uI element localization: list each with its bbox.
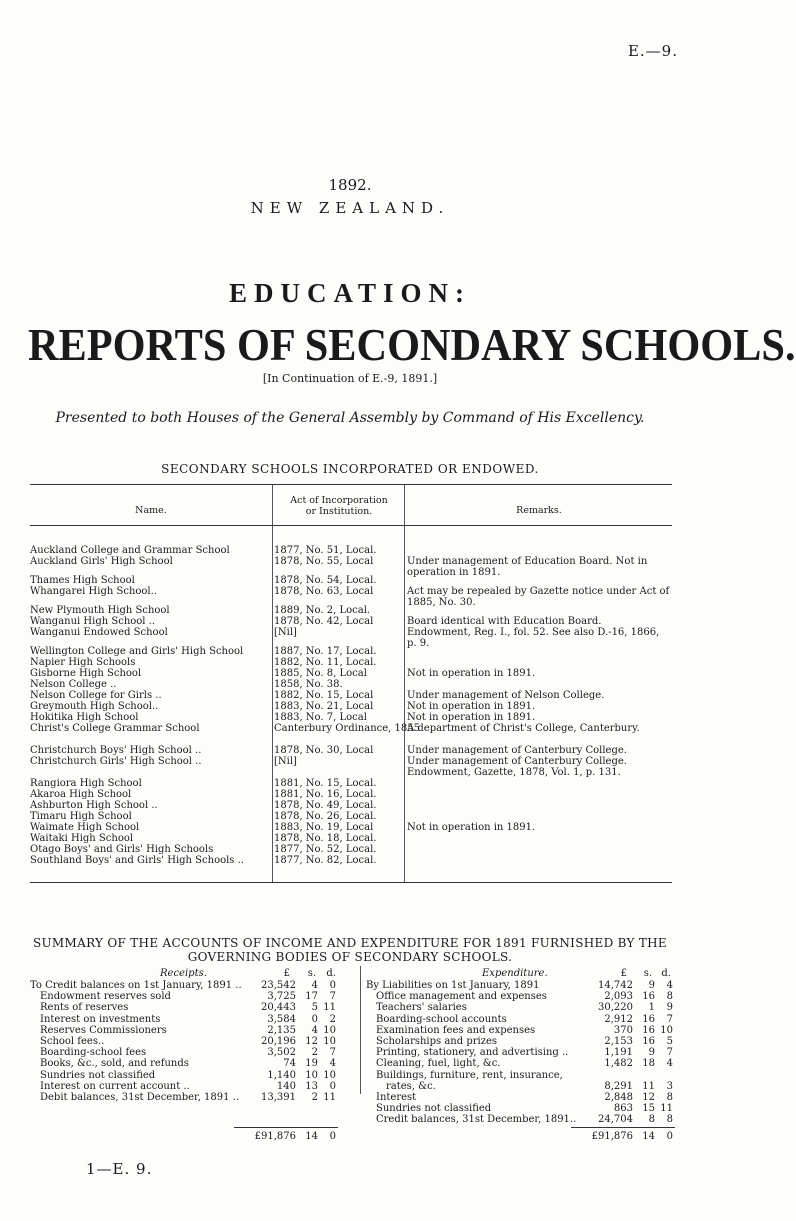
expenditure-label: rates, &c. bbox=[386, 1080, 436, 1092]
expenditure-amount-l: 30,220 bbox=[598, 1002, 633, 1014]
receipt-amount-l: 1,140 bbox=[267, 1069, 296, 1081]
school-name: Wanganui High School .. bbox=[30, 616, 156, 627]
act-of-incorporation: 1883, No. 19, Local bbox=[274, 822, 374, 833]
receipt-amount-d: 10 bbox=[323, 1036, 336, 1047]
expenditure-amount-l: 2,093 bbox=[604, 991, 633, 1003]
school-name: Auckland Girls' High School bbox=[30, 556, 173, 567]
expenditure-amount-l: 2,848 bbox=[604, 1092, 633, 1103]
schools-table bbox=[30, 484, 672, 883]
expenditure-pound-header: £ bbox=[620, 968, 627, 979]
expenditure-amount-d: 8 bbox=[666, 991, 673, 1003]
act-of-incorporation: Canterbury Ordinance, 1855 bbox=[274, 723, 420, 734]
school-remarks: A department of Christ's College, Canterbury. bbox=[407, 723, 640, 734]
school-remarks: Not in operation in 1891. bbox=[407, 701, 536, 712]
receipts-total-rule bbox=[234, 1127, 338, 1128]
expenditure-amount-d: 9 bbox=[666, 1002, 673, 1014]
receipt-label: Interest on current account .. bbox=[40, 1080, 190, 1092]
school-name: Wanganui Endowed School bbox=[30, 627, 168, 638]
expenditure-label: Teachers' salaries bbox=[376, 1002, 467, 1014]
receipt-amount-l: 2,135 bbox=[267, 1024, 296, 1036]
school-remarks: Endowment, Reg. I., fol. 52. See also D.-16, 1866, p. 9. bbox=[407, 627, 660, 649]
expenditure-amount-s: 15 bbox=[642, 1103, 655, 1115]
expenditure-amount-s: 11 bbox=[642, 1080, 655, 1092]
receipt-amount-d: 4 bbox=[329, 1058, 336, 1070]
receipt-amount-d: 11 bbox=[323, 1002, 336, 1014]
expenditure-label: Sundries not classified bbox=[376, 1103, 492, 1115]
expenditure-amount-d: 7 bbox=[666, 1047, 673, 1059]
expenditure-label: Office management and expenses bbox=[376, 991, 547, 1003]
school-name: Otago Boys' and Girls' High Schools bbox=[30, 844, 214, 855]
act-of-incorporation: 1877, No. 51, Local. bbox=[274, 545, 377, 556]
expenditure-label: Credit balances, 31st December, 1891.. bbox=[376, 1114, 577, 1126]
school-name: Greymouth High School.. bbox=[30, 701, 159, 712]
act-of-incorporation: 1878, No. 54, Local. bbox=[274, 575, 377, 586]
act-of-incorporation: 1882, No. 15, Local bbox=[274, 690, 374, 701]
school-name: Nelson College .. bbox=[30, 679, 117, 690]
expenditure-amount-d: 8 bbox=[666, 1092, 673, 1103]
expenditure-amount-l: 1,482 bbox=[604, 1058, 633, 1070]
expenditure-label: Interest bbox=[376, 1092, 417, 1103]
school-remarks: Under management of Canterbury College. bbox=[407, 745, 627, 756]
receipt-amount-d: 7 bbox=[329, 1047, 336, 1059]
expenditure-amount-d: 4 bbox=[666, 1058, 673, 1070]
receipt-amount-l: 140 bbox=[276, 1080, 296, 1092]
school-name: Thames High School bbox=[30, 575, 135, 586]
act-of-incorporation: 1858, No. 38. bbox=[274, 679, 343, 690]
receipt-amount-l: 3,725 bbox=[267, 991, 296, 1003]
receipts-total-l: £91,876 bbox=[254, 1131, 296, 1142]
column-separator bbox=[404, 485, 405, 882]
continuation-note: [In Continuation of E.-9, 1891.] bbox=[262, 372, 438, 385]
school-name: Southland Boys' and Girls' High Schools .. bbox=[30, 855, 244, 866]
receipt-amount-s: 13 bbox=[305, 1080, 318, 1092]
act-of-incorporation: 1878, No. 26, Local. bbox=[274, 811, 377, 822]
department-heading: EDUCATION: bbox=[228, 278, 471, 308]
summary-heading: SUMMARY OF THE ACCOUNTS OF INCOME AND EXPENDITURE FOR 1891 FURNISHED BY THE GOVERNING BODIES OF SECONDARY SCHOOLS. bbox=[33, 936, 667, 964]
receipt-label: Debit balances, 31st December, 1891 .. bbox=[40, 1092, 240, 1103]
school-name: Christchurch Girls' High School .. bbox=[30, 756, 202, 767]
expenditure-amount-s: 8 bbox=[648, 1114, 655, 1126]
school-remarks: Under management of Education Board. Not in operation in 1891. bbox=[407, 556, 648, 578]
receipt-amount-s: 0 bbox=[311, 1013, 318, 1025]
expenditure-amount-s: 12 bbox=[642, 1092, 655, 1103]
school-remarks: Not in operation in 1891. bbox=[407, 712, 536, 723]
document-year: 1892. bbox=[328, 176, 372, 194]
act-of-incorporation: 1878, No. 30, Local bbox=[274, 745, 374, 756]
act-of-incorporation: 1877, No. 52, Local. bbox=[274, 844, 377, 855]
receipts-pound-header: £ bbox=[283, 968, 290, 979]
receipt-amount-s: 10 bbox=[305, 1069, 318, 1081]
receipt-amount-l: 74 bbox=[283, 1058, 296, 1070]
receipt-label: Rents of reserves bbox=[40, 1002, 129, 1014]
expenditure-amount-s: 1 bbox=[648, 1002, 655, 1014]
act-of-incorporation: 1881, No. 16, Local. bbox=[274, 789, 377, 800]
receipt-amount-d: 0 bbox=[329, 980, 336, 991]
receipt-amount-l: 13,391 bbox=[261, 1092, 296, 1103]
receipt-amount-l: 3,584 bbox=[267, 1013, 296, 1025]
expenditure-label: By Liabilities on 1st January, 1891 bbox=[366, 980, 540, 991]
act-of-incorporation: 1878, No. 42, Local bbox=[274, 616, 374, 627]
receipt-amount-s: 5 bbox=[311, 1002, 318, 1014]
expenditure-amount-l: 2,912 bbox=[604, 1013, 633, 1025]
signature-mark: 1—E. 9. bbox=[86, 1160, 153, 1178]
receipt-amount-s: 17 bbox=[305, 991, 318, 1003]
expenditure-label: Examination fees and expenses bbox=[376, 1024, 536, 1036]
school-name: Waitaki High School bbox=[30, 833, 134, 844]
school-remarks: Not in operation in 1891. bbox=[407, 822, 536, 833]
act-of-incorporation: 1883, No. 21, Local bbox=[274, 701, 374, 712]
school-name: Christchurch Boys' High School .. bbox=[30, 745, 202, 756]
school-name: Auckland College and Grammar School bbox=[30, 545, 230, 556]
expenditure-amount-s: 9 bbox=[648, 980, 655, 991]
column-header-act: Act of Incorporation or Institution. bbox=[290, 495, 388, 517]
expenditure-total-d: 0 bbox=[666, 1131, 673, 1142]
act-of-incorporation: 1878, No. 63, Local bbox=[274, 586, 374, 597]
expenditure-amount-d: 4 bbox=[666, 980, 673, 991]
column-header-name: Name. bbox=[135, 505, 167, 516]
school-remarks: Under management of Canterbury College. Endowment, Gazette, 1878, Vol. 1, p. 131. bbox=[407, 756, 627, 778]
column-header-remarks: Remarks. bbox=[516, 505, 562, 516]
receipt-amount-s: 12 bbox=[305, 1036, 318, 1047]
expenditure-total-rule bbox=[571, 1127, 675, 1128]
receipt-label: Boarding-school fees bbox=[40, 1047, 147, 1059]
school-name: Wellington College and Girls' High School bbox=[30, 646, 244, 657]
school-remarks: Not in operation in 1891. bbox=[407, 668, 536, 679]
receipt-amount-s: 19 bbox=[305, 1058, 318, 1070]
expenditure-label: Buildings, furniture, rent, insurance, bbox=[376, 1069, 563, 1081]
act-of-incorporation: [Nil] bbox=[274, 627, 297, 638]
act-of-incorporation: 1878, No. 49, Local. bbox=[274, 800, 377, 811]
receipt-label: Interest on investments bbox=[40, 1013, 161, 1025]
expenditure-amount-s: 16 bbox=[642, 1024, 655, 1036]
receipt-label: To Credit balances on 1st January, 1891 .. bbox=[30, 980, 242, 991]
receipt-label: School fees.. bbox=[40, 1036, 105, 1047]
act-of-incorporation: 1889, No. 2, Local. bbox=[274, 605, 371, 616]
school-name: Timaru High School bbox=[30, 811, 132, 822]
expenditure-amount-l: 8,291 bbox=[604, 1080, 633, 1092]
expenditure-amount-d: 5 bbox=[666, 1036, 673, 1047]
country-heading: NEW ZEALAND. bbox=[250, 199, 450, 217]
receipt-amount-d: 10 bbox=[323, 1024, 336, 1036]
expenditure-label: Printing, stationery, and advertising .. bbox=[376, 1047, 569, 1059]
receipts-pence-header: d. bbox=[326, 968, 336, 979]
receipt-label: Reserves Commissioners bbox=[40, 1024, 167, 1036]
page-title: REPORTS OF SECONDARY SCHOOLS. bbox=[28, 319, 796, 370]
schools-table-heading: SECONDARY SCHOOLS INCORPORATED OR ENDOWED. bbox=[161, 462, 539, 476]
school-name: Gisborne High School bbox=[30, 668, 142, 679]
expenditure-amount-d: 3 bbox=[666, 1080, 673, 1092]
receipt-amount-s: 4 bbox=[311, 980, 318, 991]
receipts-shilling-header: s. bbox=[307, 968, 316, 979]
expenditure-amount-s: 16 bbox=[642, 1036, 655, 1047]
expenditure-amount-s: 9 bbox=[648, 1047, 655, 1059]
expenditure-pence-header: d. bbox=[661, 968, 671, 979]
receipt-amount-l: 23,542 bbox=[261, 980, 296, 991]
receipt-amount-s: 2 bbox=[311, 1092, 318, 1103]
expenditure-amount-s: 16 bbox=[642, 991, 655, 1003]
school-name: Hokitika High School bbox=[30, 712, 139, 723]
receipts-total-d: 0 bbox=[329, 1131, 336, 1142]
accounts-summary bbox=[30, 968, 673, 1142]
expenditure-amount-l: 14,742 bbox=[598, 980, 633, 991]
expenditure-amount-d: 7 bbox=[666, 1013, 673, 1025]
header-rule bbox=[30, 525, 672, 526]
act-of-incorporation: 1885, No. 8, Local bbox=[274, 668, 367, 679]
receipt-amount-d: 0 bbox=[329, 1080, 336, 1092]
expenditure-amount-l: 1,191 bbox=[604, 1047, 633, 1059]
school-remarks: Act may be repealed by Gazette notice under Act of 1885, No. 30. bbox=[407, 586, 670, 608]
school-remarks: Board identical with Education Board. bbox=[407, 616, 602, 627]
school-name: Nelson College for Girls .. bbox=[30, 690, 162, 701]
expenditure-total-s: 14 bbox=[642, 1131, 655, 1142]
expenditure-label: Boarding-school accounts bbox=[376, 1013, 507, 1025]
presented-line: Presented to both Houses of the General Assembly by Command of His Excellency. bbox=[55, 410, 645, 426]
act-of-incorporation: 1878, No. 18, Local. bbox=[274, 833, 377, 844]
receipt-label: Sundries not classified bbox=[40, 1069, 156, 1081]
receipt-amount-s: 4 bbox=[311, 1024, 318, 1036]
expenditure-shilling-header: s. bbox=[643, 968, 652, 979]
expenditure-amount-d: 8 bbox=[666, 1114, 673, 1126]
school-remarks: Under management of Nelson College. bbox=[407, 690, 605, 701]
expenditure-amount-d: 11 bbox=[660, 1103, 673, 1115]
act-of-incorporation: 1881, No. 15, Local. bbox=[274, 778, 377, 789]
expenditure-total-l: £91,876 bbox=[591, 1131, 633, 1142]
school-name: Akaroa High School bbox=[30, 789, 132, 800]
column-separator bbox=[272, 485, 273, 882]
receipt-label: Books, &c., sold, and refunds bbox=[40, 1058, 189, 1070]
receipts-total-s: 14 bbox=[305, 1131, 318, 1142]
act-of-incorporation: [Nil] bbox=[274, 756, 297, 767]
school-name: Whangarei High School.. bbox=[30, 586, 157, 597]
act-of-incorporation: 1878, No. 55, Local bbox=[274, 556, 374, 567]
receipt-amount-l: 3,502 bbox=[267, 1047, 296, 1059]
receipt-amount-d: 11 bbox=[323, 1092, 336, 1103]
receipt-amount-d: 2 bbox=[329, 1013, 336, 1025]
act-of-incorporation: 1887, No. 17, Local. bbox=[274, 646, 377, 657]
school-name: New Plymouth High School bbox=[30, 605, 170, 616]
school-name: Christ's College Grammar School bbox=[30, 723, 200, 734]
school-name: Rangiora High School bbox=[30, 778, 142, 789]
receipt-amount-l: 20,443 bbox=[261, 1002, 296, 1014]
expenditure-label: Cleaning, fuel, light, &c. bbox=[376, 1058, 501, 1070]
expenditure-amount-s: 16 bbox=[642, 1013, 655, 1025]
page-reference: E.—9. bbox=[627, 42, 678, 60]
act-of-incorporation: 1883, No. 7, Local bbox=[274, 712, 367, 723]
expenditure-amount-s: 18 bbox=[642, 1058, 655, 1070]
expenditure-amount-l: 863 bbox=[613, 1103, 633, 1115]
expenditure-label: Scholarships and prizes bbox=[376, 1036, 498, 1047]
expenditure-amount-l: 370 bbox=[613, 1024, 633, 1036]
expenditure-amount-l: 2,153 bbox=[604, 1036, 633, 1047]
expenditure-amount-d: 10 bbox=[660, 1024, 673, 1036]
school-name: Napier High Schools bbox=[30, 657, 136, 668]
accounts-divider bbox=[360, 966, 361, 1094]
school-name: Ashburton High School .. bbox=[30, 800, 158, 811]
receipt-amount-d: 7 bbox=[329, 991, 336, 1003]
expenditure-title: Expenditure. bbox=[482, 968, 548, 979]
receipt-amount-l: 20,196 bbox=[261, 1036, 296, 1047]
receipt-amount-d: 10 bbox=[323, 1069, 336, 1081]
act-of-incorporation: 1877, No. 82, Local. bbox=[274, 855, 377, 866]
act-of-incorporation: 1882, No. 11, Local. bbox=[274, 657, 377, 668]
expenditure-amount-l: 24,704 bbox=[598, 1114, 633, 1126]
school-name: Waimate High School bbox=[30, 822, 140, 833]
receipt-amount-s: 2 bbox=[311, 1047, 318, 1059]
receipt-label: Endowment reserves sold bbox=[40, 991, 171, 1003]
receipts-title: Receipts. bbox=[160, 968, 207, 979]
